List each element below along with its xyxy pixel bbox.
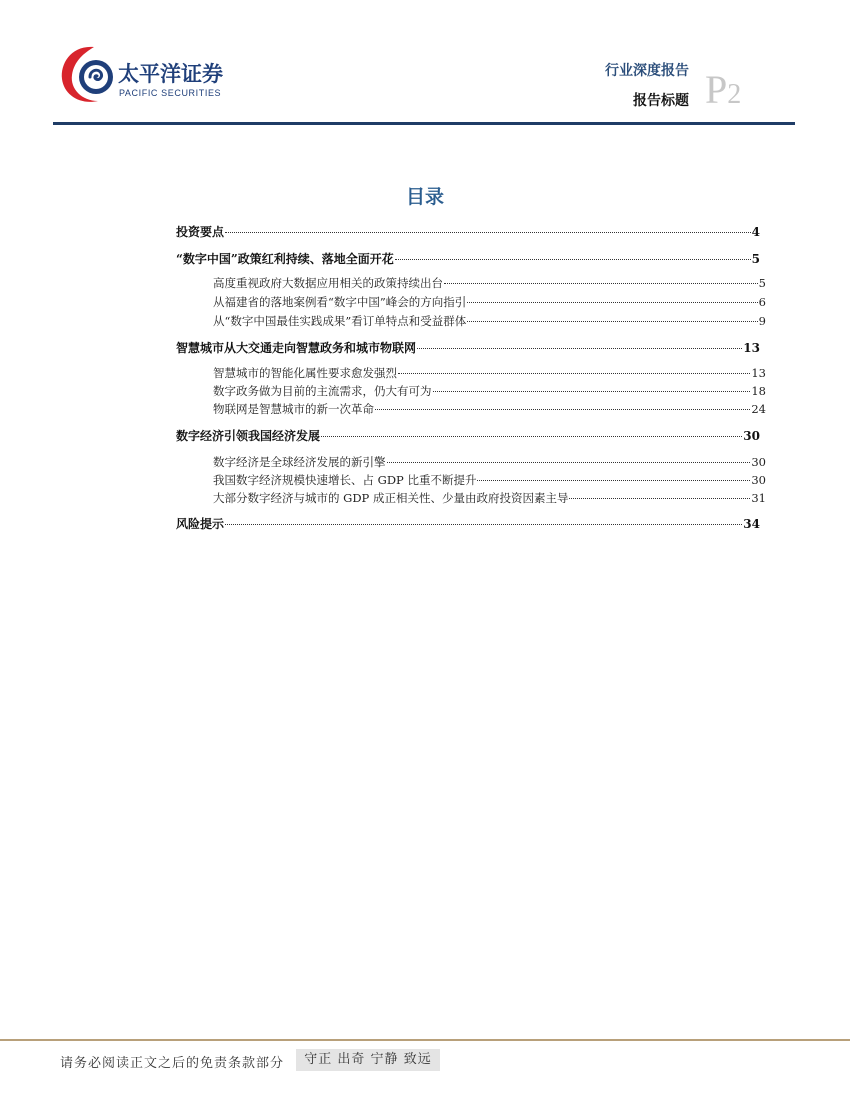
toc-entry-text: 高度重视政府大数据应用相关的政策持续出台	[213, 276, 443, 290]
toc-entry-page: 34	[743, 517, 760, 531]
toc-entry-subsection[interactable]	[213, 275, 766, 291]
toc-entry-text: 数字经济是全球经济发展的新引擎	[213, 455, 386, 469]
toc-entry-section[interactable]	[176, 428, 766, 444]
toc-entry-page: 18	[751, 384, 766, 398]
toc-entry-subsection[interactable]	[213, 454, 766, 470]
brand-name-en: PACIFIC SECURITIES	[119, 88, 222, 98]
toc-title: 目录	[405, 186, 444, 208]
toc-entry-text: 风险提示	[176, 517, 225, 531]
toc-entry-text: 智慧城市从大交通走向智慧政务和城市物联网	[176, 341, 417, 355]
toc-entry-text: 从福建省的落地案例看“数字中国”峰会的方向指引	[213, 295, 467, 309]
toc-entry-text: 大部分数字经济与城市的 GDP 成正相关性、少量由政府投资因素主导	[213, 491, 569, 505]
toc-entry-page: 30	[743, 429, 760, 443]
toc-entry-page: 24	[751, 402, 766, 416]
toc-leader-dots	[398, 372, 750, 374]
brand-name-cn: 太平洋证券	[118, 62, 223, 86]
toc-leader-dots	[444, 282, 758, 284]
header-divider	[53, 122, 795, 125]
toc-entry-subsection[interactable]	[213, 472, 766, 488]
toc-entry-text: 物联网是智慧城市的新一次革命	[213, 402, 374, 416]
footer-disclaimer: 请务必阅读正文之后的免责条款部分	[60, 1056, 285, 1071]
toc-entry-page: 30	[751, 455, 766, 469]
toc-entry-page: 31	[751, 491, 766, 505]
toc-entry-text: 我国数字经济规模快速增长、占 GDP 比重不断提升	[213, 473, 477, 487]
toc-entry-text: 投资要点	[176, 225, 225, 239]
toc-entry-text: 数字经济引领我国经济发展	[176, 429, 321, 443]
toc-entry-page: 6	[758, 295, 766, 309]
toc-entry-section[interactable]	[176, 516, 766, 532]
toc-entry-subsection[interactable]	[213, 490, 766, 506]
toc-entry-section[interactable]	[176, 340, 766, 356]
toc-leader-dots	[395, 258, 751, 260]
toc-leader-dots	[387, 461, 751, 463]
page-number-value: 2	[727, 79, 742, 110]
toc-entry-text: 智慧城市的智能化属性要求愈发强烈	[213, 366, 397, 380]
toc-entry-page: 9	[758, 314, 766, 328]
toc-entry-section[interactable]	[176, 224, 766, 240]
toc-entry-text: 从“数字中国最佳实践成果”看订单特点和受益群体	[213, 314, 467, 328]
toc-entry-page: 13	[751, 366, 766, 380]
toc-entry-subsection[interactable]	[213, 401, 766, 417]
toc-entry-subsection[interactable]	[213, 383, 766, 399]
page-letter: P	[705, 67, 728, 112]
footer-divider	[0, 1039, 850, 1041]
toc-entry-text: 数字政务做为目前的主流需求，仍大有可为	[213, 384, 432, 398]
toc-leader-dots	[417, 347, 742, 349]
footer-motto: 守正 出奇 宁静 致远	[296, 1049, 440, 1071]
toc-entry-subsection[interactable]	[213, 313, 766, 329]
toc-entry-page: 5	[758, 276, 766, 290]
toc-leader-dots	[321, 435, 742, 437]
toc-entry-page: 5	[751, 252, 760, 266]
toc-entry-subsection[interactable]	[213, 365, 766, 381]
toc-leader-dots	[467, 320, 757, 322]
report-type: 行业深度报告	[605, 63, 689, 79]
toc-entry-section[interactable]	[176, 251, 766, 267]
toc-entry-page: 13	[743, 341, 760, 355]
toc-leader-dots	[225, 231, 751, 233]
toc-entry-page: 4	[751, 225, 760, 239]
toc-leader-dots	[433, 390, 751, 392]
toc-entry-subsection[interactable]	[213, 294, 766, 310]
page-number	[705, 67, 742, 112]
toc-entry-text: “数字中国”政策红利持续、落地全面开花	[176, 252, 394, 266]
toc-leader-dots	[225, 523, 742, 525]
report-title: 报告标题	[633, 93, 689, 109]
toc-leader-dots	[477, 479, 750, 481]
pacific-securities-logo-icon	[58, 43, 120, 105]
toc-leader-dots	[569, 497, 750, 499]
toc-entry-page: 30	[751, 473, 766, 487]
toc-leader-dots	[375, 408, 750, 410]
toc-leader-dots	[467, 301, 757, 303]
